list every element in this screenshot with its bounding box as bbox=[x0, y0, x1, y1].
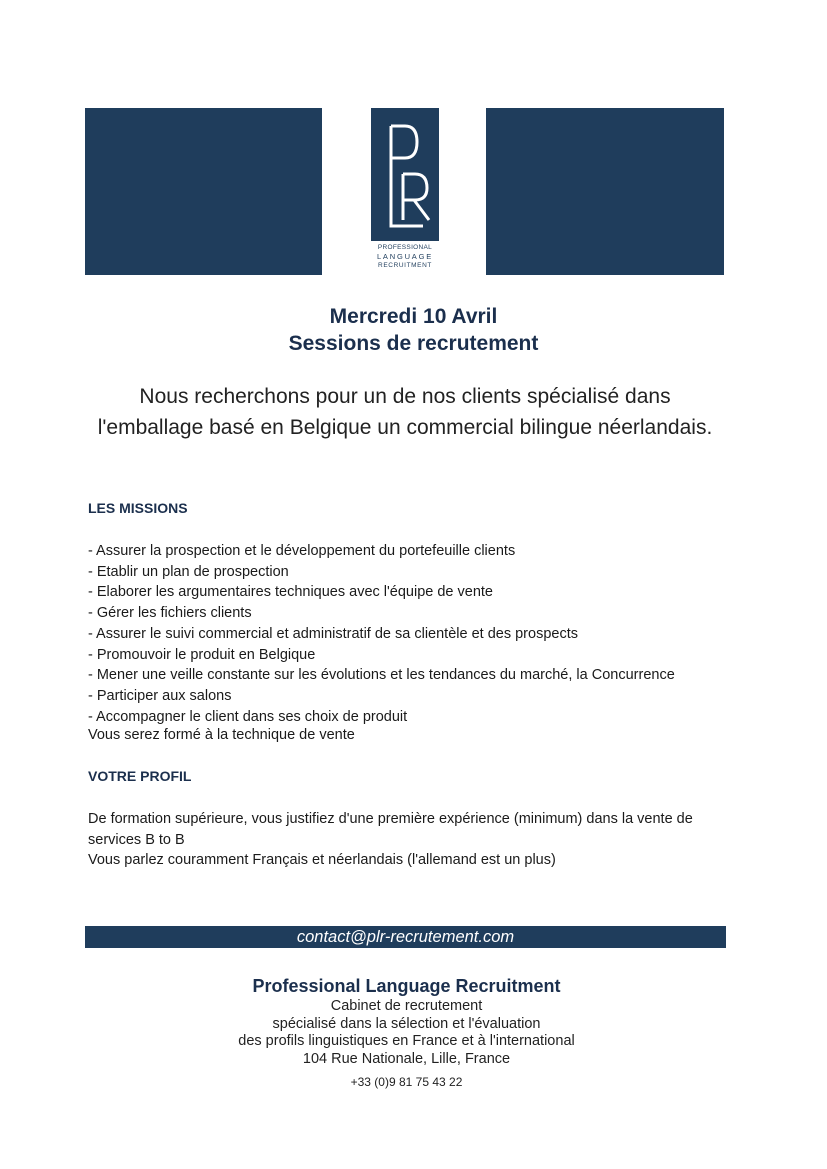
list-item: - Promouvoir le produit en Belgique bbox=[88, 646, 316, 663]
plr-monogram-icon bbox=[371, 108, 439, 241]
intro-paragraph: Nous recherchons pour un de nos clients spécialisé dans l'emballage basé en Belgique un commercial bilingue néerlandais. bbox=[97, 385, 713, 439]
profile-line: Vous parlez couramment Français et néerlandais (l'allemand est un plus) bbox=[88, 852, 556, 868]
profile-text bbox=[88, 809, 728, 871]
footer-line: Cabinet de recrutement bbox=[330, 998, 483, 1014]
list-item: - Etablir un plan de prospection bbox=[88, 563, 289, 580]
plr-logo bbox=[369, 108, 441, 275]
list-item: - Elaborer les argumentaires techniques avec l'équipe de vente bbox=[88, 584, 493, 601]
list-item: - Mener une veille constante sur les évolutions et les tendances du marché, la Concurrence bbox=[88, 667, 675, 684]
list-item: - Assurer le suivi commercial et administratif de sa clientèle et des prospects bbox=[88, 625, 578, 642]
event-subtitle: Sessions de recrutement bbox=[288, 332, 539, 355]
list-item: - Accompagner le client dans ses choix de produit bbox=[88, 708, 408, 725]
contact-email-link[interactable]: contact@plr-recrutement.com bbox=[85, 926, 726, 948]
profile-line: De formation supérieure, vous justifiez d'une première expérience (minimum) dans la vente de services B to B bbox=[88, 811, 693, 848]
training-note: Vous serez formé à la technique de vente bbox=[88, 727, 355, 743]
footer-line: des profils linguistiques en France et à l'international bbox=[238, 1033, 575, 1049]
missions-heading: LES MISSIONS bbox=[88, 500, 188, 516]
list-item: - Participer aux salons bbox=[88, 687, 232, 704]
logo-line-3: RECRUITMENT bbox=[378, 262, 432, 269]
footer bbox=[0, 974, 813, 1092]
footer-address: 104 Rue Nationale, Lille, France bbox=[302, 1050, 511, 1067]
list-item: - Gérer les fichiers clients bbox=[88, 605, 252, 622]
logo-line-2: LANGUAGE bbox=[376, 252, 434, 261]
footer-line: spécialisé dans la sélection et l'évaluation bbox=[272, 1015, 541, 1032]
list-item: - Assurer la prospection et le développement du portefeuille clients bbox=[88, 543, 516, 559]
profile-heading: VOTRE PROFIL bbox=[88, 768, 192, 784]
header-banner-left bbox=[85, 108, 322, 275]
footer-company-name: Professional Language Recruitment bbox=[252, 976, 561, 996]
event-title bbox=[0, 303, 827, 357]
header-banner-right bbox=[486, 108, 724, 275]
missions-list bbox=[88, 541, 748, 727]
logo-line-1: PROFESSIONAL bbox=[377, 244, 433, 251]
footer-phone: +33 (0)9 81 75 43 22 bbox=[350, 1075, 463, 1089]
event-date: Mercredi 10 Avril bbox=[329, 305, 498, 328]
logo-wordmark bbox=[369, 243, 441, 270]
